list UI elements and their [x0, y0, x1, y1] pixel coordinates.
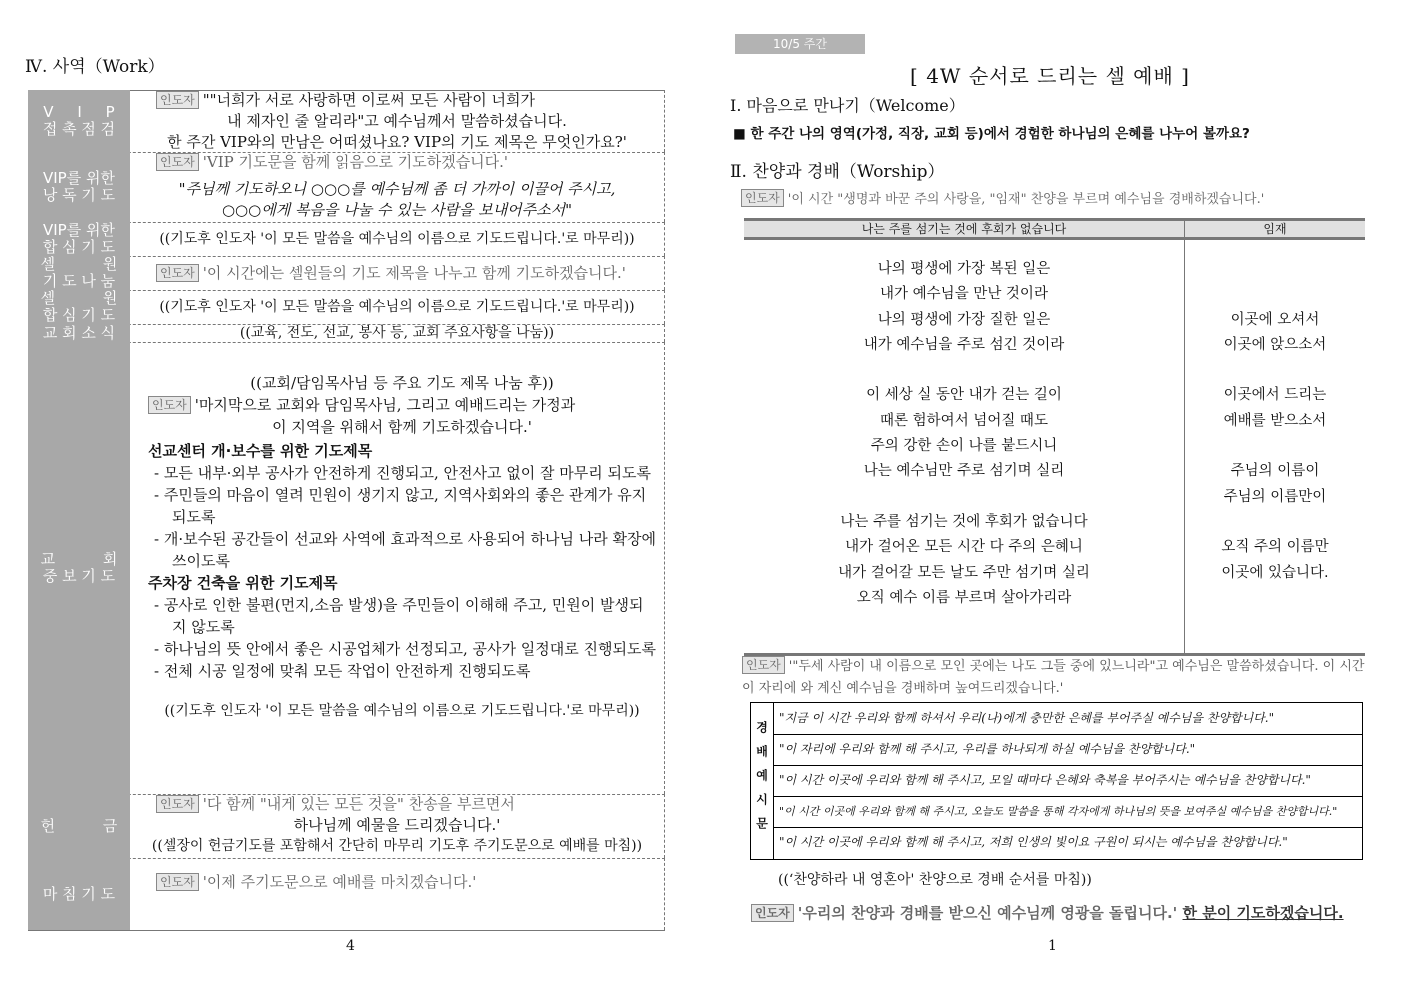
- table-row-cell-prayer-sharing: [28, 256, 665, 291]
- section-title-work: Ⅳ. 사역（Work）: [25, 57, 165, 77]
- welcome-question: ■ 한 주간 나의 영역(가정, 직장, 교회 등)에서 경험한 하나님의 은혜를 나누어 볼까요?: [733, 126, 1250, 142]
- row-label: V I P 접 촉 점 검: [28, 90, 130, 152]
- lyric-line: 이곳에 오셔서: [1230, 311, 1320, 328]
- lyric-line: 주의 강한 손이 나를 붙드시니: [870, 438, 1058, 455]
- lyric-line: [1185, 358, 1365, 383]
- final-underlined: 한 분이 기도하겠습니다.: [1182, 904, 1344, 922]
- table-row-vip-contact: [28, 90, 665, 153]
- intro-text: '이 시간 "생명과 바꾼 주의 사랑을, "임재" 찬양을 부르며 예수님을 경배하겠습니다.': [787, 192, 1265, 207]
- row-label: 셀 원 기 도 나 눔: [28, 256, 130, 290]
- lyric-line: 오직 주의 이름만: [1221, 539, 1329, 556]
- lyric-line: [744, 358, 1184, 383]
- table-row-closing-prayer: [28, 858, 665, 931]
- lyric-line: 나는 예수님만 주로 섬기며 실리: [863, 463, 1065, 480]
- content-line: '이 시간에는 셀원들의 기도 제목을 나누고 함께 기도하겠습니다.': [202, 264, 626, 282]
- content-line: 내 제자인 줄 알리라"고 예수님께서 말씀하셨습니다.: [227, 112, 567, 130]
- lyric-line: 주님의 이름이: [1230, 463, 1320, 480]
- church-intro: ((교회/담임목사님 등 주요 기도 제목 나눔 후)): [250, 374, 554, 392]
- leader-tag: 인도자: [156, 264, 199, 282]
- page-number-right: 1: [1048, 938, 1057, 954]
- row-content: [130, 90, 665, 152]
- content-line: 하나님께 예물을 드리겠습니다.': [293, 816, 501, 834]
- row-content: [130, 858, 665, 930]
- final-text: '우리의 찬양과 경배를 받으신 예수님께 영광을 돌립니다.': [797, 904, 1178, 922]
- song1-lyrics: [744, 257, 1184, 611]
- lyric-line: [1185, 282, 1365, 307]
- lyric-line: [1185, 257, 1365, 282]
- table-row-church-news: [28, 324, 665, 343]
- table-row-church-intercession: [28, 342, 665, 795]
- row-content: [130, 342, 665, 794]
- church-closing: ((기도후 인도자 '이 모든 말씀을 예수님의 이름으로 기도드립니다.'로 마무리)): [164, 703, 640, 719]
- content-line: ((셀장이 헌금기도를 포함해서 간단히 마무리 기도후 주기도문으로 예배를 마침)): [151, 838, 643, 854]
- leader-tag: 인도자: [156, 153, 199, 171]
- lyric-line: 이곳에서 드리는: [1223, 387, 1327, 404]
- final-line: [751, 902, 1344, 923]
- page-title: [ 4W 순서로 드리는 셀 예배 ]: [910, 64, 1190, 88]
- content-line: ○○○에게 복음을 나눌 수 있는 사람을 보내어주소서": [221, 201, 573, 219]
- worship-example: "지금 이 시간 우리와 함께 하셔서 우리(나)에게 충만한 은혜를 부어주실 예수님을 찬양합니다.": [774, 703, 1362, 735]
- row-label: 헌 금: [28, 794, 130, 858]
- lyric-line: 주님의 이름만이: [1223, 488, 1327, 505]
- prayer-list: [148, 462, 656, 572]
- leader-tag: 인도자: [751, 904, 794, 922]
- content-line: 이 지역을 위해서 함께 기도하겠습니다.': [272, 418, 532, 436]
- song-table-header: [744, 221, 1365, 240]
- row-content: [130, 152, 665, 222]
- lyric-line: 내가 예수님을 주로 섬긴 것이라: [863, 336, 1065, 353]
- row-label: 교 회 중 보 기 도: [28, 342, 130, 794]
- row-content: ((기도후 인도자 '이 모든 말씀을 예수님의 이름으로 기도드립니다.'로 마무리)): [130, 290, 665, 324]
- content-line: ""너희가 서로 사랑하면 이로써 모든 사람이 너희가: [202, 91, 535, 109]
- worship-example: "이 시간 이곳에 우리와 함께 해 주시고, 오늘도 말씀을 통해 각자에게 하나님의 뜻을 보여주실 예수님을 찬양합니다.": [774, 796, 1362, 828]
- content-line: 한 주간 VIP와의 만남은 어떠셨나요? VIP의 기도 제목은 무엇인가요?': [167, 133, 627, 151]
- page-number-left: 4: [346, 938, 355, 954]
- table-row-offering: [28, 794, 665, 859]
- leader-tag: 인도자: [156, 873, 199, 891]
- lyric-line: 나는 주를 섬기는 것에 후회가 없습니다: [840, 513, 1088, 530]
- lyric-line: 나의 평생에 가장 복된 일은: [877, 261, 1051, 277]
- row-content: [130, 256, 665, 290]
- lyric-line: 이 세상 실 동안 내가 걷는 길이: [866, 387, 1062, 404]
- song-table: [744, 218, 1365, 656]
- lyric-line: 이곳에 앉으소서: [1223, 336, 1327, 353]
- list-item: - 개·보수된 공간들이 선교와 사역에 효과적으로 사용되어 하나님 나라 확장에 쓰이도록: [154, 530, 656, 570]
- table-row-vip-reading-prayer: [28, 152, 665, 223]
- lyric-line: 이곳에 있습니다.: [1221, 564, 1329, 581]
- lyric-line: [1185, 434, 1365, 459]
- lyric-line: 내가 걸어온 모든 시간 다 주의 은혜니: [845, 539, 1083, 556]
- row-content: ((교육, 전도, 선교, 봉사 등, 교회 주요사항을 나눔)): [130, 324, 665, 342]
- list-item: - 전체 시공 일정에 맞춰 모든 작업이 안전하게 진행되도록: [154, 662, 531, 680]
- row-label: VIP를 위한 합 심 기 도: [28, 222, 130, 256]
- list-item: - 공사로 인한 불편(먼지,소음 발생)을 주민들이 이해해 주고, 민원이 발생되지 않도록: [154, 596, 644, 636]
- worship-intro: [741, 188, 1264, 207]
- section-worship: Ⅱ. 찬양과 경배（Worship）: [730, 162, 945, 182]
- worship-closing: ((‘찬양하라 내 영혼아' 찬양으로 경배 순서를 마침)): [778, 872, 1092, 888]
- lyric-line: 때론 험하여서 넘어질 때도: [880, 412, 1048, 429]
- song1-title: 나는 주를 섬기는 것에 후회가 없습니다: [861, 222, 1067, 236]
- list-item: - 하나님의 뜻 안에서 좋은 시공업체가 선정되고, 공사가 일정대로 진행되도록: [154, 640, 656, 658]
- lyric-line: [1185, 510, 1365, 535]
- content-line: '다 함께 "내게 있는 모든 것을" 찬송을 부르면서: [202, 795, 515, 813]
- song2-lyrics: [1185, 257, 1365, 586]
- lyric-line: 나의 평생에 가장 질한 일은: [877, 311, 1051, 328]
- list-item: - 모든 내부·외부 공사가 안전하게 진행되고, 안전사고 없이 잘 마무리 되도록: [154, 464, 651, 482]
- worship-examples-table: [750, 702, 1363, 860]
- table-row-vip-unison-prayer: [28, 222, 665, 257]
- leader-tag: 인도자: [156, 795, 199, 813]
- worship-example: "이 자리에 우리와 함께 해 주시고, 우리를 하나되게 하실 예수님을 찬양합니다.": [774, 734, 1362, 766]
- content-line: "주님께 기도하오니 ○○○를 예수님께 좀 더 가까이 이끌어 주시고,: [178, 180, 616, 198]
- worship-examples-label: 경배예시문: [751, 703, 774, 859]
- row-label: 셀 원 합 심 기 도: [28, 290, 130, 324]
- week-label: 10/5 주간: [735, 34, 865, 54]
- section-welcome: Ⅰ. 마음으로 만나기（Welcome）: [730, 96, 965, 115]
- row-label: VIP를 위한 낭 독 기 도: [28, 152, 130, 222]
- leader-tag: 인도자: [741, 189, 784, 207]
- content-line: '이제 주기도문으로 예배를 마치겠습니다.': [202, 873, 477, 891]
- worship-lead: [742, 656, 1372, 700]
- row-content: ((기도후 인도자 '이 모든 말씀을 예수님의 이름으로 기도드립니다.'로 마무리)): [130, 222, 665, 256]
- worship-example: "이 시간 이곳에 우리와 함께 해 주시고, 모일 때마다 은혜와 축복을 부어주시는 예수님을 찬양합니다.": [774, 765, 1362, 797]
- row-label: 교 회 소 식: [28, 324, 130, 342]
- prayer-group-title: 선교센터 개·보수를 위한 기도제목: [148, 442, 373, 460]
- content-line: '마지막으로 교회와 담임목사님, 그리고 예배드리는 가정과: [194, 396, 576, 414]
- leader-tag: 인도자: [148, 396, 191, 414]
- leader-tag: 인도자: [742, 656, 785, 674]
- content-line: 'VIP 기도문을 함께 읽음으로 기도하겠습니다.': [202, 153, 509, 171]
- prayer-group-title: 주차장 건축을 위한 기도제목: [148, 574, 338, 592]
- list-item: - 주민들의 마음이 열려 민원이 생기지 않고, 지역사회와의 좋은 관계가 유지되도록: [154, 486, 647, 526]
- worship-example: "이 시간 이곳에 우리와 함께 해 주시고, 저희 인생의 빛이요 구원이 되시는 예수님을 찬양합니다.": [779, 835, 1288, 849]
- lead-text: '"두세 사람이 내 이름으로 모인 곳에는 나도 그들 중에 있느니라"고 예수님은 말씀하셨습니다. 이 시간 이 자리에 와 계신 예수님을 경배하며 높여드리겠습니다.': [742, 659, 1365, 696]
- work-table: [28, 90, 665, 930]
- row-content: [130, 794, 665, 858]
- leader-tag: 인도자: [156, 91, 199, 109]
- song2-title: 임재: [1263, 222, 1287, 236]
- lyric-line: [744, 485, 1184, 510]
- lyric-line: 내가 걸어갈 모든 날도 주만 섬기며 실리: [838, 564, 1090, 581]
- lyric-line: 예배를 받으소서: [1223, 412, 1327, 429]
- prayer-list: [148, 594, 656, 682]
- table-row-cell-unison-prayer: [28, 290, 665, 325]
- row-label: 마 침 기 도: [28, 858, 130, 930]
- lyric-line: 오직 예수 이름 부르며 살아가리라: [856, 589, 1072, 606]
- lyric-line: 내가 예수님을 만난 것이라: [880, 286, 1048, 303]
